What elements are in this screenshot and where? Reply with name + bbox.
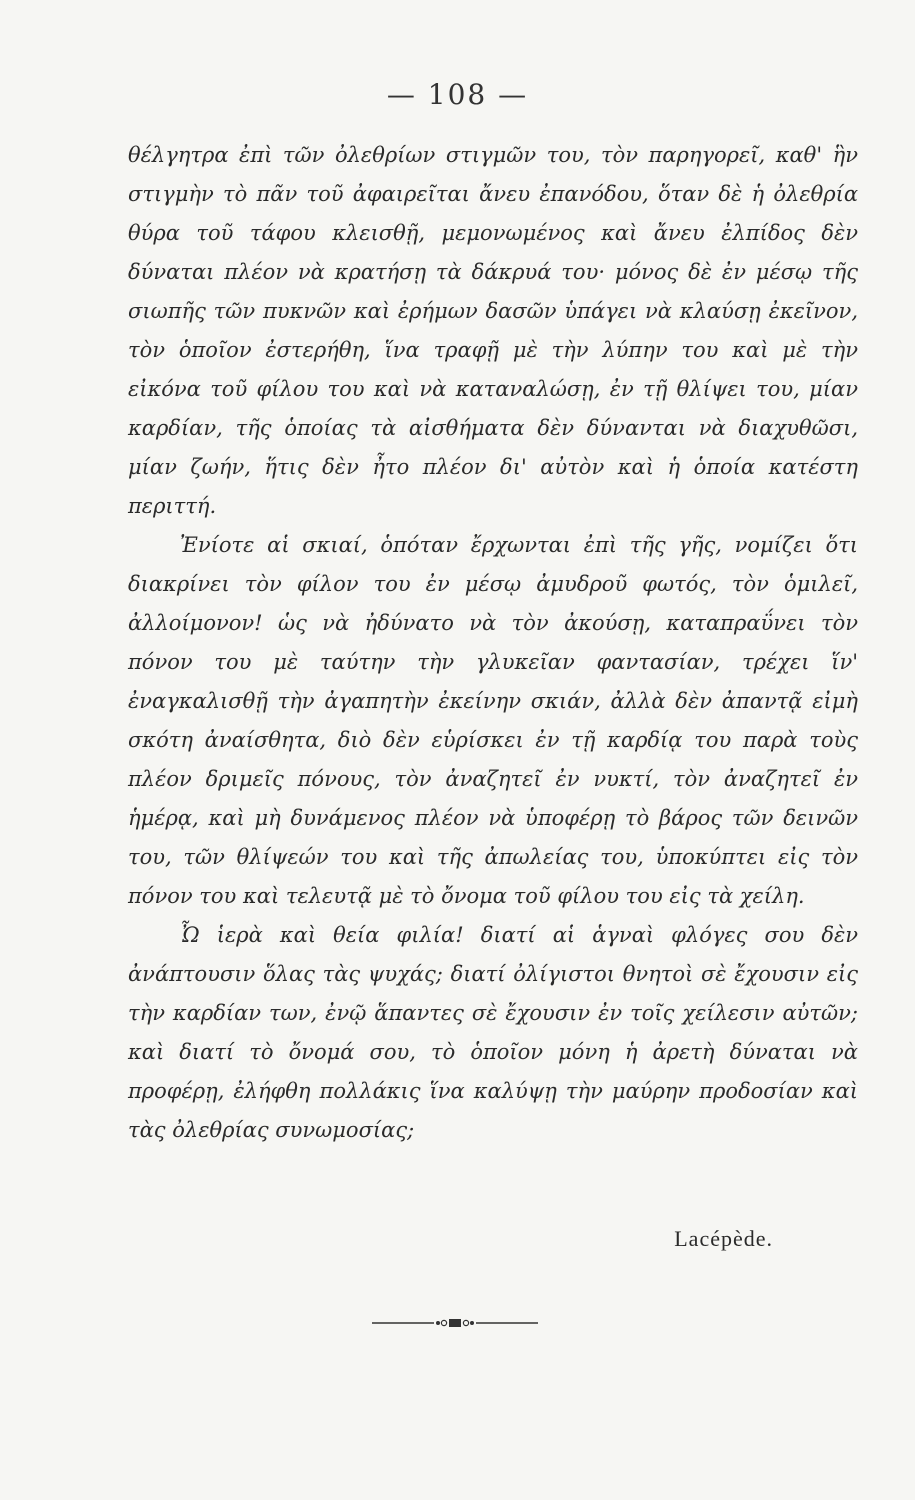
paragraph: Ὦ ἱερὰ καὶ θεία φιλία! διατί αἱ ἁγναὶ φλόγες σου δὲν ἀνάπτουσιν ὅλας τὰς ψυχάς; διατί ὀλίγιστοι θνητοὶ σὲ ἔχουσιν εἰς τὴν καρδίαν των, ἐνῷ ἅπαντες σὲ ἔχουσιν ἐν τοῖς χείλεσιν αὐτῶν; καὶ διατί τὸ ὄνομά σου, τὸ ὁποῖον μόνη ἡ ἀρετὴ δύναται νὰ προφέρῃ, ἐλήφθη πολλάκις ἵνα καλύψῃ τὴν μαύρην προδοσίαν καὶ τὰς ὀλεθρίας συνωμοσίας; <box>128 923 858 1142</box>
page-number: — 108 — <box>386 78 529 111</box>
author-signature: Lacépède. <box>674 1226 773 1251</box>
paragraph-continued: θέλγητρα ἐπὶ τῶν ὀλεθρίων στιγμῶν του, τὸν παρηγορεῖ, καθ' ἣν στιγμὴν τὸ πᾶν τοῦ ἀφαιρεῖται ἄνευ ἐπανόδου, ὅταν δὲ ἡ ὀλεθρία θύρα τοῦ τάφου κλεισθῇ, μεμονωμένος καὶ ἄνευ ἐλπίδος δὲν δύναται πλέον νὰ κρατήσῃ τὰ δάκρυά του· μόνος δὲ ἐν μέσῳ τῆς σιωπῆς τῶν πυκνῶν καὶ ἐρήμων δασῶν ὑπάγει νὰ κλαύσῃ ἐκεῖνον, τὸν ὁποῖον ἐστερήθη, ἵνα τραφῇ μὲ τὴν λύπην του καὶ μὲ τὴν εἰκόνα τοῦ φίλου του καὶ νὰ καταναλώσῃ, ἐν τῇ θλίψει του, μίαν καρδίαν, τῆς ὁποίας τὰ αἰσθήματα δὲν δύνανται νὰ διαχυθῶσι, μίαν ζωήν, ἥτις δὲν ἦτο πλέον δι' αὐτὸν καὶ ἡ ὁποία κατέστη περιττή. <box>128 143 858 518</box>
paragraph: Ἐνίοτε αἱ σκιαί, ὁπόταν ἔρχωνται ἐπὶ τῆς γῆς, νομίζει ὅτι διακρίνει τὸν φίλον του ἐν μέσῳ ἀμυδροῦ φωτός, τὸν ὁμιλεῖ, ἀλλοίμονον! ὡς νὰ ἠδύνατο νὰ τὸν ἀκούσῃ, καταπραΰνει τὸν πόνον του μὲ ταύτην τὴν γλυκεῖαν φαντασίαν, τρέχει ἵν' ἐναγκαλισθῇ τὴν ἀγαπητὴν ἐκείνην σκιάν, ἀλλὰ δὲν ἀπαντᾷ εἰμὴ σκότη ἀναίσθητα, διὸ δὲν εὑρίσκει ἐν τῇ καρδίᾳ του παρὰ τοὺς πλέον δριμεῖς πόνους, τὸν ἀναζητεῖ ἐν νυκτί, τὸν ἀναζητεῖ ἐν ἡμέρᾳ, καὶ μὴ δυνάμενος πλέον νὰ ὑποφέρῃ τὸ βάρος τῶν δεινῶν του, τῶν θλίψεών του καὶ τῆς ἀπωλείας του, ὑποκύπτει εἰς τὸν πόνον του καὶ τελευτᾷ μὲ τὸ ὄνομα τοῦ φίλου του εἰς τὰ χείλη. <box>128 533 858 908</box>
ornamental-rule <box>372 1316 538 1330</box>
body-text <box>128 136 858 1150</box>
